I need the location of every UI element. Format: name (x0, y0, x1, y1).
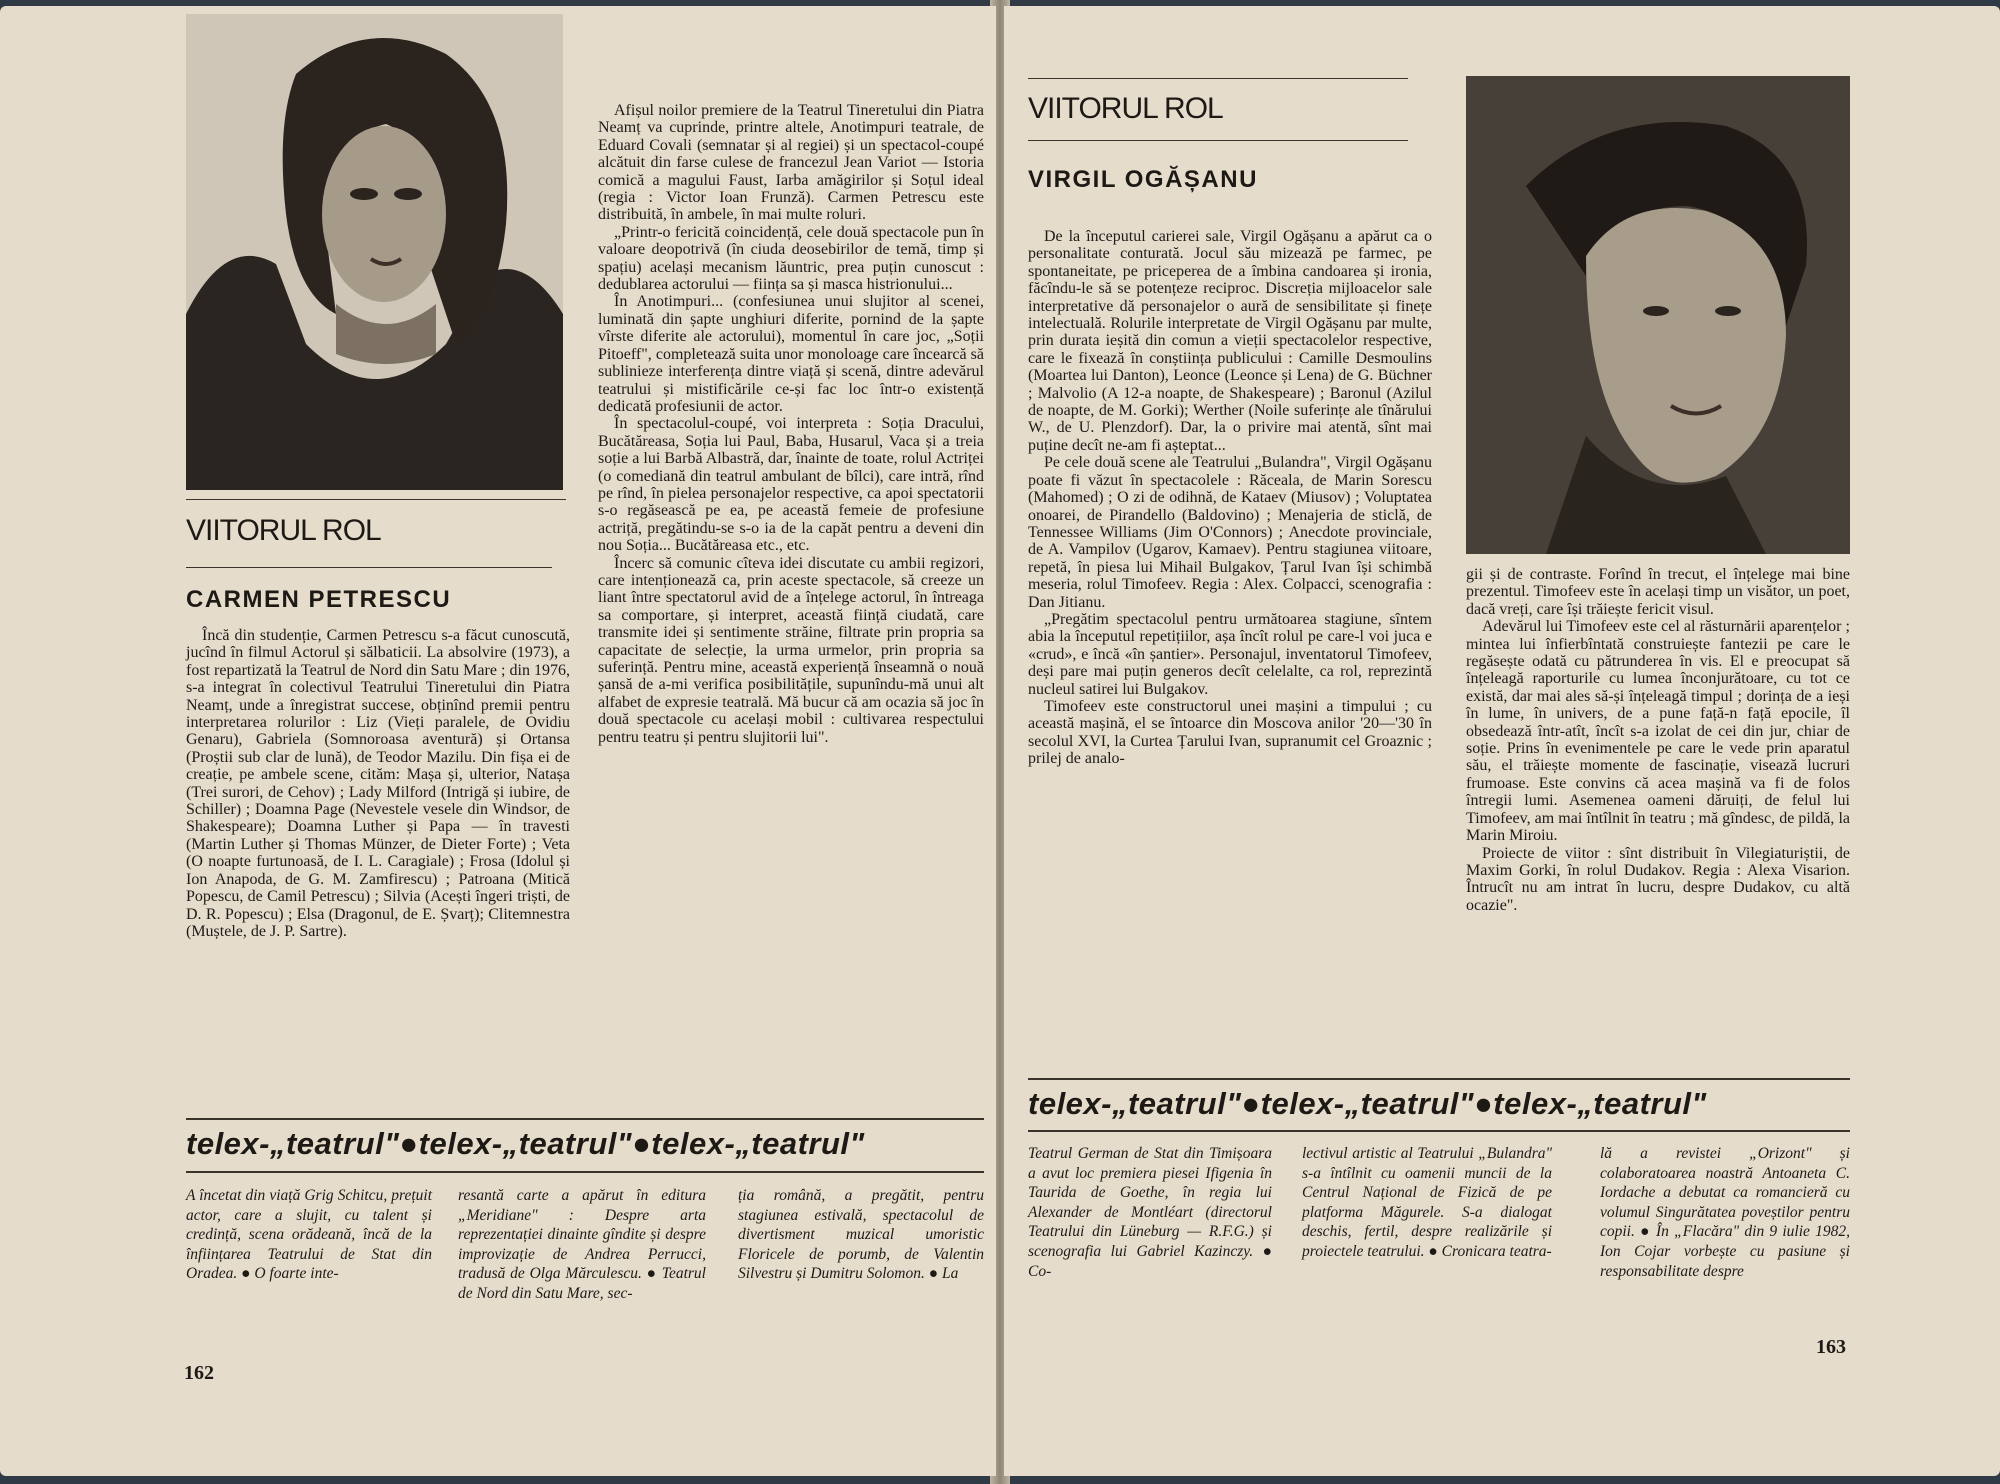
actor-name: CARMEN PETRESCU (186, 586, 452, 613)
telex-banner: telex-„teatrul"●telex-„teatrul"●telex-„teatrul" (186, 1126, 865, 1161)
interview-paragraph: gii și de contraste. Forînd în trecut, el înțelege mai bine prezentul. Timofeev este în același timp un visător, un poet, dacă vreți, care își trăiește fericit visul. (1466, 566, 1850, 618)
carmen-petrescu-photo (186, 14, 563, 490)
telex-column: ția română, a pregătit, pentru stagiunea estivală, spectacolul de divertisment muzical umoristic Floricele de porumb, de Valentin Silvestru și Dumitru Solomon. ● La (738, 1187, 984, 1283)
telex-column: A încetat din viață Grig Schitcu, prețuit actor, care a slujit, cu talent și credință, scena orădeană, încă de la înființarea Teatrului de Stat din Oradea. ● O foarte inte- (186, 1187, 432, 1283)
right-page (1004, 6, 2000, 1476)
interview-paragraph: „Pregătim spectacolul pentru următoarea stagiune, sîntem abia la începutul repetițiilor, așa încît rolul pe care-l voi juca e «crud», e încă «în șantier». Personajul, inventatorul Timofeev, deși pare mai puțin generos decît celelalte, ca rol, reprezintă nucleul satirei lui Bulgakov. (1028, 610, 1432, 698)
telex-column: lectivul artistic al Teatrului „Bulandra" s-a întîlnit cu oamenii muncii de la Centrul Național de Fizică de pe platforma Măgurele. S-a dialogat deschis, fertil, despre realizările și proiectele teatrului. ● Cronicara teatra- (1302, 1145, 1552, 1260)
interview-paragraph: De la începutul carierei sale, Virgil Ogășanu a apărut ca o personalitate conturată. Jocul său mizează pe farmec, pe spontaneitate, pe priceperea de a îmbina candoarea și ironia, făcîndu-le să se potențeze reciproc. Discreția mijloacelor sale interpretative dă personajelor o aură de sensibilitate și finețe intelectuală. Rolurile interpretate de Virgil Ogășanu par multe, prin durata ieșită din comun a vieții spectacolelor respective, care le fixează în conștiința publicului : Camille Desmoulins (Moartea lui Danton), Leonce (Leonce și Lena) de G. Büchner ; Malvolio (A 12-a noapte, de Shakespeare) ; Baronul (Azilul de noapte, de M. Gorki); Werther (Noile suferințe ale tînărului W., de U. Plenzdorf). Dar, la o privire mai atentă, sînt mai puține decît ne-am fi așteptat... (1028, 228, 1432, 454)
telex-rule-top (1028, 1078, 1850, 1080)
telex-banner: telex-„teatrul"●telex-„teatrul"●telex-„teatrul" (1028, 1086, 1707, 1121)
telex-column: lă a revistei „Orizont" și colaboratoarea noastră Antoaneta C. Iordache a debutat ca romancieră cu volumul Singurătatea poveștilor pentru copii. ● În „Flacăra" din 9 iulie 1982, Ion Cojar vorbește cu pasiune și responsabilitate despre (1600, 1145, 1850, 1280)
page-number: 163 (1816, 1336, 1846, 1358)
interview-column (1028, 228, 1432, 768)
kicker-rule-top (1028, 78, 1408, 79)
section-kicker: VIITORUL ROL (186, 514, 381, 547)
actor-name: VIRGIL OGĂȘANU (1028, 166, 1258, 193)
telex-column: Teatrul German de Stat din Timișoara a avut loc premiera piesei Ifigenia în Taurida de Goethe, în regia lui Alexander de Montléart (directorul Teatrului din Lüneburg — R.F.G.) și scenografia lui Gabriel Kazinczy. ● Co- (1028, 1145, 1272, 1280)
interview-paragraph: În spectacolul-coupé, voi interpreta : Soția Dracului, Bucătăreasa, Soția lui Paul, Baba, Husarul, Vaca și a treia soție a lui Barbă Albastră, dar, înainte de toate, rolul Actriței (o comediană din teatrul ambulant de bîlci), care intră, rînd pe rînd, în pielea personajelor respective, ca apoi spectatorii s-o regăsească pe ea, pe această femeie de profesiune actriță, pregătindu-se s-o ia de la capăt pentru a deveni din nou Soția... Bucătăreasa etc., etc. (598, 415, 984, 555)
interview-paragraph: „Printr-o fericită coincidență, cele două spectacole pun în valoare deopotrivă (în ciuda deosebirilor de temă, timp și spațiu) același mecanism lăuntric, prea puțin cunoscut : dedublarea actorului — ființa sa și masca histrionului... (598, 223, 984, 294)
interview-paragraph: Adevărul lui Timofeev este cel al răsturnării aparențelor ; mintea lui înfierbîntată construiește fantezii pe care le regăsește odată cu pătrunderea în vis. El e preocupat să înțeleagă raporturile cu lumea înconjurătoare, cu tot ce există, dar mai ales să-și înțeleagă timpul ; dorința de a ieși în lume, în univers, de a pune față-n față epocile, îl obsedează într-atît, încît s-a izolat de cei din jur, chiar de soție. Prins în evenimentele pe care le vede prin aparatul său, el trăiește momente de fascinație, visează lucruri frumoase. Este convins că acea mașină va fi de folos întregii lumi. Asemenea oameni dăruiți, de felul lui Timofeev, am mai întîlnit în teatru ; mă gîndesc, de pildă, la Marin Miroiu. (1466, 618, 1850, 845)
kicker-rule-bottom (186, 567, 552, 568)
interview-paragraph: În Anotimpuri... (confesiunea unui slujitor al scenei, luminată din șapte unghiuri diferite, pornind de la șapte vîrste diferite ale actorului), momentul în care joc, „Soții Pitoeff", completează suita unor monoloage care încearcă să sublinieze interferența dintre viață și scenă, dintre adevărul teatrului și mistificările ce-și fac loc într-o existență dedicată profesiunii de actor. (598, 293, 984, 415)
bio-paragraph: Încă din studenție, Carmen Petrescu s-a făcut cunoscută, jucînd în filmul Actorul și sălbaticii. La absolvire (1973), a fost repartizată la Teatrul de Nord din Satu Mare ; din 1976, s-a integrat în colectivul Teatrului Tineretului din Piatra Neamț, unde a înregistrat succese, obținînd premii pentru interpretarea rolurilor : Liz (Vieți paralele, de Ovidiu Genaru), Gabriela (Somnoroasa aventură) și Ortansa (Proștii sub clar de lună), de Teodor Mazilu. Din fișa ei de creație, pe ambele scene, cităm: Mașa și, ulterior, Natașa (Trei surori, de Cehov) ; Lady Milford (Intrigă și iubire, de Schiller) ; Doamna Page (Nevestele vesele din Windsor, de Shakespeare); Doamna Luther și Papa — în travesti (Martin Luther și Thomas Münzer, de Dieter Forte) ; Veta (O noapte furtunoasă, de I. L. Caragiale) ; Frosa (Idolul și Ion Anapoda, de G. M. Zamfirescu) ; Patroana (Mitică Popescu, de Camil Petrescu) ; Silvia (Acești îngeri triști, de D. R. Popescu) ; Elsa (Dragonul, de E. Șvarț); Clitemnestra (Muștele, de J. P. Sartre). (186, 627, 570, 940)
kicker-rule-bottom (1028, 140, 1408, 141)
section-kicker: VIITORUL ROL (1028, 92, 1223, 125)
interview-paragraph: Timofeev este constructorul unei mașini a timpului ; cu această mașină, el se întoarce din Moscova anilor '20—'30 în secolul XVI, la Curtea Țarului Ivan, supranumit cel Groaznic ; prilej de analo- (1028, 697, 1432, 768)
interview-paragraph: Încerc să comunic cîteva idei discutate cu ambii regizori, care intenționează ca, prin aceste spectacole, să creeze un liant între spectatorul avid de a înțelege actorul, în întreaga sa comportare, și interpret, această ființă ciudată, care transmite idei și sentimente străine, filtrate prin propria sa capacitate de selecție, la urma urmelor, prin propria sa suferință. Pentru mine, această experiență înseamnă o nouă șansă de a-mi verifica posibilitățile, supunîndu-mă unui alt alfabet de expresie teatrală. Mă bucur că am ocazia să joc în două spectacole cu același mobil : cultivarea respectului pentru teatru și pentru slujitorii lui". (598, 554, 984, 746)
interview-paragraph: Proiecte de viitor : sînt distribuit în Vilegiaturiștii, de Maxim Gorki, în rolul Dudakov. Regia : Alexa Visarion. Întrucît nu am intrat în lucru, despre Dudakov, cu altă ocazie". (1466, 844, 1850, 914)
actor-bio (186, 627, 570, 940)
kicker-rule-top (186, 499, 566, 500)
telex-column: resantă carte a apărut în editura „Meridiane" : Despre arta reprezentației dinainte gîndite și despre improvizație de Andrea Perrucci, tradusă de Olga Mărculescu. ● Teatrul de Nord din Satu Mare, sec- (458, 1187, 706, 1302)
telex-rule-top (186, 1118, 984, 1120)
interview-column (1466, 566, 1850, 914)
interview-paragraph: Afișul noilor premiere de la Teatrul Tineretului din Piatra Neamț va cuprinde, printre altele, Anotimpuri teatrale, de Eduard Covali (semnatar și al regiei) și un spectacol-coupé alcătuit din farse culese de francezul Jean Variot — Istoria comică a magului Faust, Iarba amăgirilor și Soțul ideal (regia : Victor Ioan Frunză). Carmen Petrescu este distribuită, în ambele, în mai multe roluri. (598, 102, 984, 224)
interview-paragraph: Pe cele două scene ale Teatrului „Bulandra", Virgil Ogășanu poate fi văzut în spectacolele : Răceala, de Marin Sorescu (Mahomed) ; O zi de odihnă, de Kataev (Miusov) ; Voluptatea onoarei, de Pirandello (Baldovino) ; Menajeria de sticlă, de Tennessee Williams (Jim O'Connors) ; Anecdote provinciale, de A. Vampilov (Ugarov, Kamaev). Pentru stagiunea viitoare, repetă, în piesa lui Mihail Bulgakov, Țarul Ivan își schimbă meseria, rolul Timofeev. Regia : Alex. Colpacci, scenografia : Dan Jitianu. (1028, 454, 1432, 611)
page-number: 162 (184, 1362, 214, 1384)
interview-column (598, 102, 984, 746)
telex-rule-bottom (1028, 1130, 1850, 1132)
virgil-ogasanu-photo (1466, 76, 1850, 554)
telex-rule-bottom (186, 1171, 984, 1173)
left-page (0, 6, 996, 1476)
